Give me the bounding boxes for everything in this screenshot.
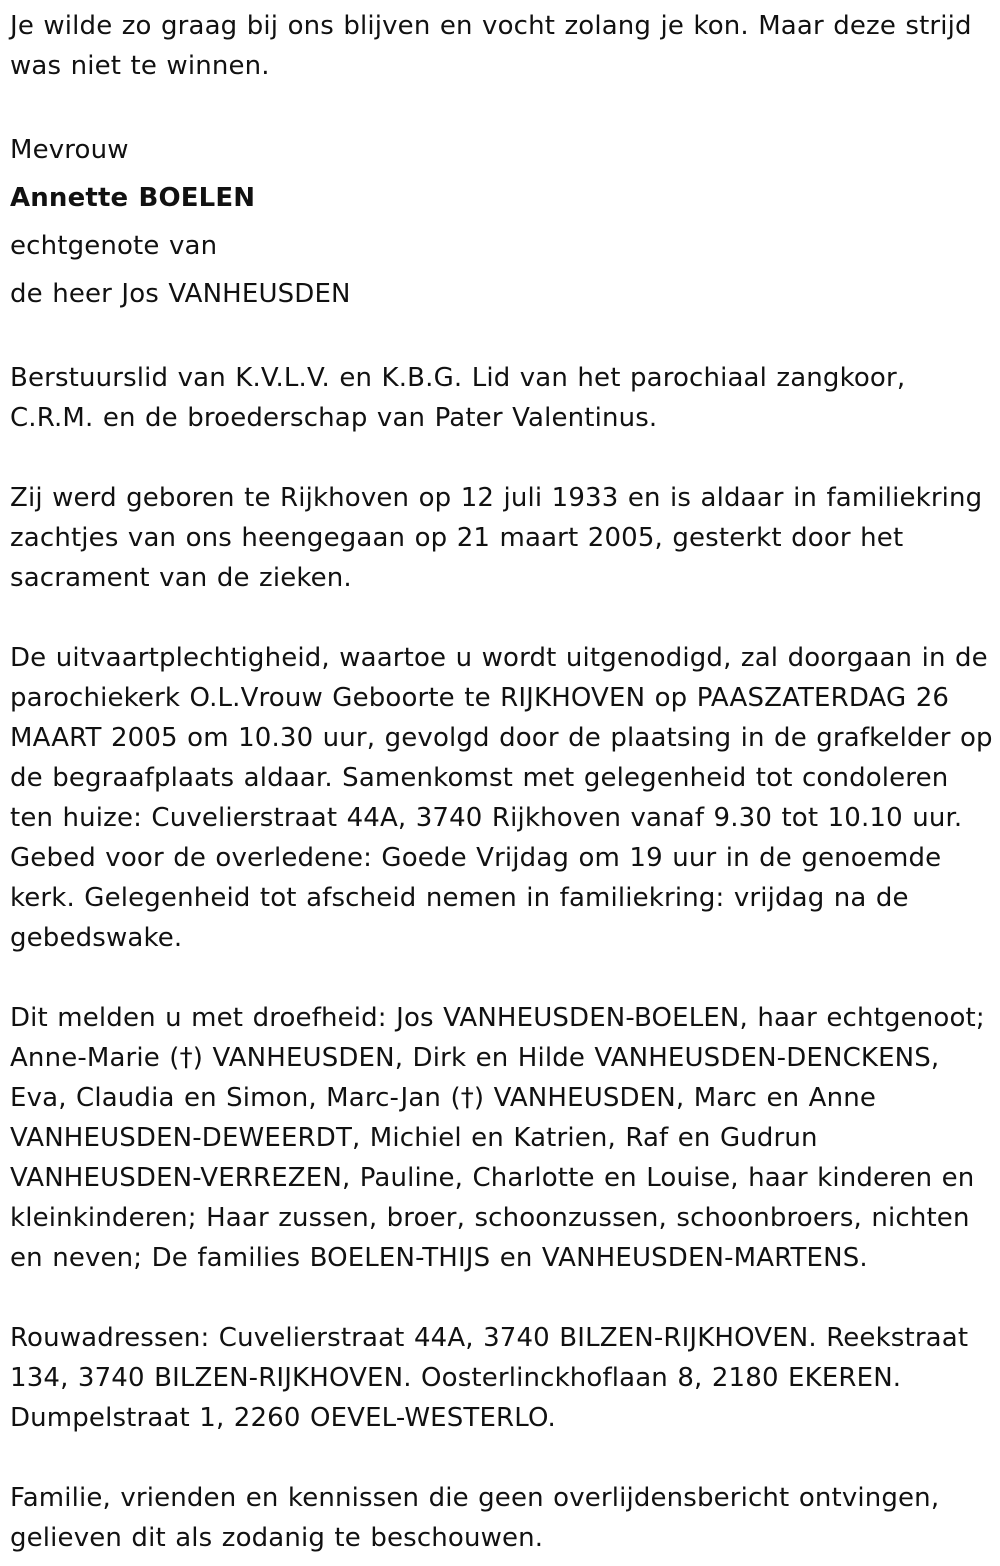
intro-paragraph: Je wilde zo graag bij ons blijven en vocht zolang je kon. Maar deze strijd was niet te winnen. <box>10 11 972 81</box>
funeral-paragraph: De uitvaartplechtigheid, waartoe u wordt uitgenodigd, zal doorgaan in de parochiekerk O.L.Vrouw Geboorte te RIJKHOVEN op PAASZATERDAG 26 MAART 2005 om 10.30 uur, gevolgd door de plaatsing in de grafkelder op de begraafplaats aldaar. Samenkomst met gelegenheid tot condoleren ten huize: Cuvelierstraat 44A, 3740 Rijkhoven vanaf 9.30 tot 10.10 uur. Gebed voor de overledene: Goede Vrijdag om 19 uur in de genoemde kerk. Gelegenheid tot afscheid nemen in familiekring: vrijdag na de gebedswake. <box>10 643 993 953</box>
memberships-paragraph: Berstuurslid van K.V.L.V. en K.B.G. Lid van het parochiaal zangkoor, C.R.M. en de broederschap van Pater Valentinus. <box>10 363 906 433</box>
name-block <box>10 126 994 318</box>
addresses-paragraph: Rouwadressen: Cuvelierstraat 44A, 3740 BILZEN-RIJKHOVEN. Reekstraat 134, 3740 BILZEN-RIJKHOVEN. Oosterlinckhoflaan 8, 2180 EKEREN. Dumpelstraat 1, 2260 OEVEL-WESTERLO. <box>10 1323 969 1433</box>
family-paragraph: Dit melden u met droefheid: Jos VANHEUSDEN-BOELEN, haar echtgenoot; Anne-Marie (†) VANHEUSDEN, Dirk en Hilde VANHEUSDEN-DENCKENS, Eva, Claudia en Simon, Marc-Jan (†) VANHEUSDEN, Marc en Anne VANHEUSDEN-DEWEERDT, Michiel en Katrien, Raf en Gudrun VANHEUSDEN-VERREZEN, Pauline, Charlotte en Louise, haar kinderen en kleinkinderen; Haar zussen, broer, schoonzussen, schoonbroers, nichten en neven; De families BOELEN-THIJS en VANHEUSDEN-MARTENS. <box>10 1003 985 1273</box>
title-line: Mevrouw <box>10 135 129 165</box>
spouse-line: de heer Jos VANHEUSDEN <box>10 279 351 309</box>
relation-line: echtgenote van <box>10 231 218 261</box>
birth-death-paragraph: Zij werd geboren te Rijkhoven op 12 juli 1933 en is aldaar in familiekring zachtjes van ons heengegaan op 21 maart 2005, gesterkt door het sacrament van de zieken. <box>10 483 983 593</box>
deceased-name: Annette BOELEN <box>10 183 256 213</box>
closing-paragraph: Familie, vrienden en kennissen die geen overlijdensbericht ontvingen, gelieven dit als zodanig te beschouwen. <box>10 1483 940 1553</box>
